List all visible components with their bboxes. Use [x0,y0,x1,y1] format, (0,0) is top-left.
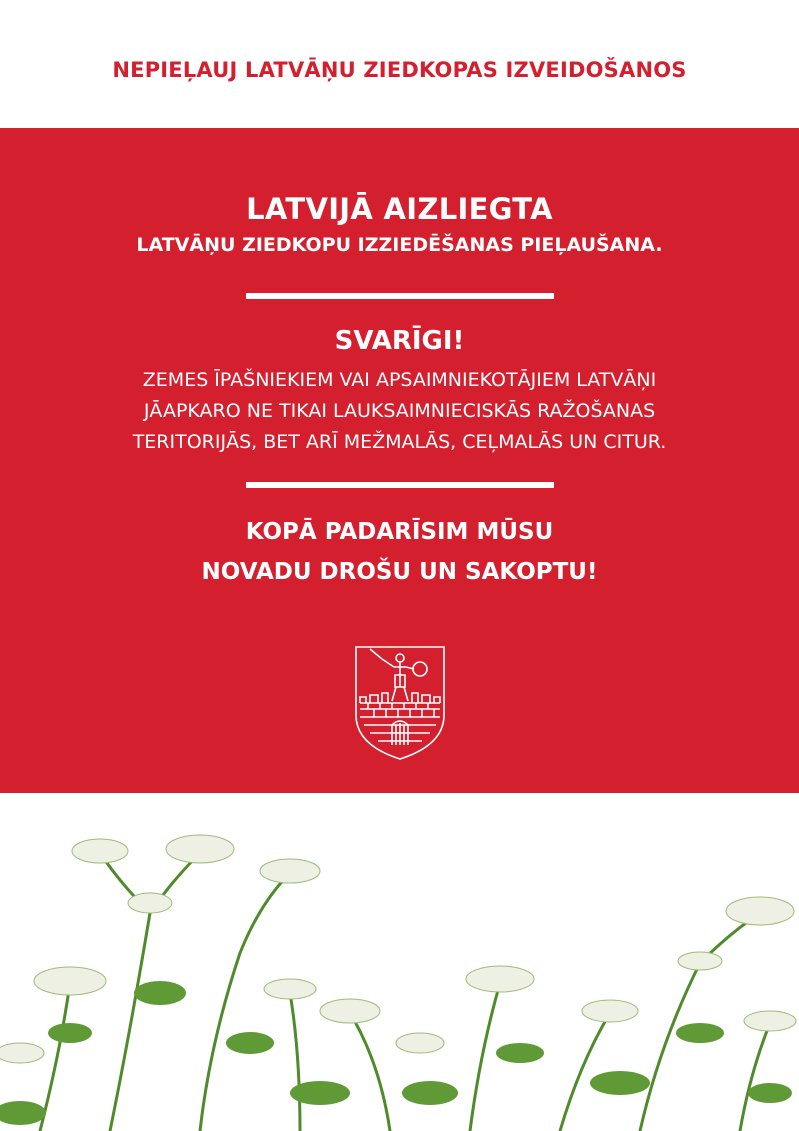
divider-top [246,293,554,299]
hogweed-plants-image [0,793,799,1131]
slogan-line: NOVADU DROŠU UN SAKOPTU! [201,559,598,585]
red-info-panel [0,128,799,793]
divider-bottom [246,482,554,488]
important-label: SVARĪGI! [334,326,465,356]
body-line: TERITORIJĀS, BET ARĪ MEŽMALĀS, CEĻMALĀS UN CITUR. [132,431,667,453]
body-text [0,365,799,458]
slogan [0,512,799,592]
coat-of-arms-icon [354,645,446,761]
ban-title: LATVIJĀ AIZLIEGTA [246,192,553,226]
slogan-line: KOPĀ PADARĪSIM MŪSU [245,519,554,545]
body-line: ZEMES ĪPAŠNIEKIEM VAI APSAIMNIEKOTĀJIEM LATVĀŅI [142,369,657,391]
ban-subtitle: LATVĀŅU ZIEDKOPU IZZIEDĒŠANAS PIEĻAUŠANA. [136,234,663,256]
page-title: NEPIEĻAUJ LATVĀŅU ZIEDKOPAS IZVEIDOŠANOS [112,58,687,82]
body-line: JĀAPKARO NE TIKAI LAUKSAIMNIECISKĀS RAŽOŠANAS [143,400,656,422]
